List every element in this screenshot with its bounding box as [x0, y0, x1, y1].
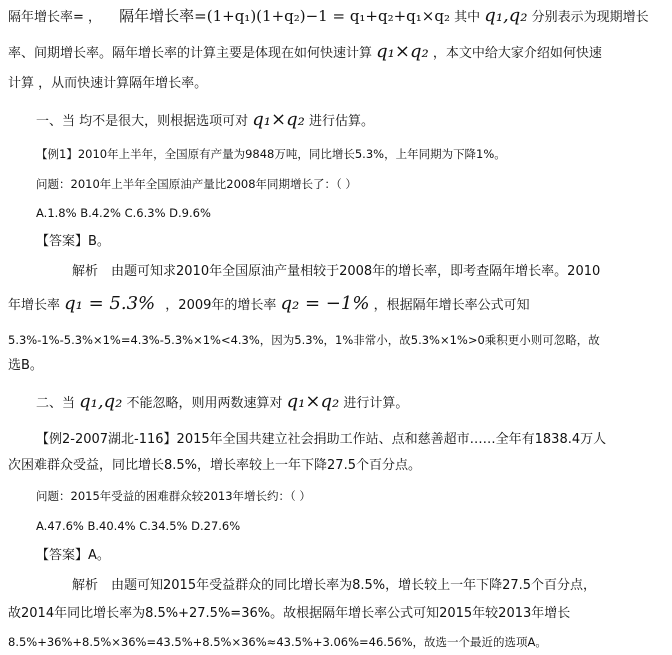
- section1-analysis-4: 选B。: [8, 358, 43, 373]
- section1-analysis-2: [8, 293, 530, 314]
- section2-options: A.47.6% B.40.4% C.34.5% D.27.6%: [36, 519, 241, 533]
- section1-analysis-1: 解析 由题可知求2010年全国原油产量相较于2008年的增长率，即考查隔年增长率。2010: [72, 264, 601, 279]
- section2-heading: [36, 391, 409, 412]
- section1-analysis2-f2: q₂ = −1%: [280, 293, 370, 314]
- section2-example-1: 【例2-2007湖北-116】2015年全国共建立社会捐助工作站、点和慈善超市……全年有1838.4万人: [36, 432, 607, 447]
- section1-analysis2c: ，根据隔年增长率公式可知: [373, 298, 530, 313]
- intro-mid: 其中: [454, 10, 481, 25]
- section1-analysis2-f1: q₁ = 5.3%: [64, 293, 156, 314]
- section2-analysis-3: 8.5%+36%+8.5%×36%=43.5%+8.5%×36%≈43.5%+3.06%=46.56%，故选一个最近的选项A。: [8, 635, 547, 649]
- section1-analysis2b: ，2009年的增长率: [165, 298, 277, 313]
- section1-heading-a: 一、当 均不是很大，则根据选项可对: [36, 114, 249, 129]
- section2-analysis-1: 解析 由题可知2015年受益群众的同比增长率为8.5%，增长较上一年下降27.5个百分点，: [72, 578, 597, 593]
- section2-heading-c: 进行计算。: [343, 396, 409, 411]
- section1-options: A.1.8% B.4.2% C.6.3% D.9.6%: [36, 206, 211, 220]
- section1-example: 【例1】2010年上半年，全国原有产量为9848万吨，同比增长5.3%，上年同期为下降1%。: [36, 147, 506, 161]
- intro-line2a: 率、间期增长率。隔年增长率的计算主要是体现在如何快速计算: [8, 46, 373, 61]
- intro-tail: 分别表示为现期增长: [531, 10, 649, 25]
- intro-line2b: ，本文中给大家介绍如何快速: [432, 46, 602, 61]
- intro-formula: 隔年增长率=(1+q₁)(1+q₂)−1 = q₁+q₂+q₁×q₂: [119, 7, 450, 25]
- section1-answer: 【答案】B。: [36, 234, 110, 249]
- intro-line-2: [8, 41, 602, 62]
- intro-line2-formula: q₁×q₂: [376, 41, 429, 62]
- section2-analysis-2: 故2014年同比增长率为8.5%+27.5%=36%。故根据隔年增长率公式可知2015年较2013年增长: [8, 606, 571, 621]
- section2-question: 问题：2015年受益的困难群众较2013年增长约：（ ）: [36, 489, 311, 503]
- section2-example-2: 次困难群众受益，同比增长8.5%，增长率较上一年下降27.5个百分点。: [8, 458, 421, 473]
- section1-heading: [36, 109, 374, 130]
- section1-analysis-3: 5.3%-1%-5.3%×1%=4.3%-5.3%×1%<4.3%，因为5.3%，1%非常小，故5.3%×1%>0乘积更小则可忽略，故: [8, 333, 600, 347]
- section1-question: 问题：2010年上半年全国原油产量比2008年同期增长了：（ ）: [36, 177, 357, 191]
- section1-analysis2a: 年增长率: [8, 298, 61, 313]
- section2-heading-formula: q₁×q₂: [286, 391, 340, 412]
- section2-heading-b: 不能忽略，则用两数速算对: [126, 396, 283, 411]
- section2-heading-a: 二、当: [36, 396, 76, 411]
- intro-line-1: [8, 5, 649, 26]
- section2-heading-vars: q₁,q₂: [79, 391, 123, 412]
- section1-heading-formula: q₁×q₂: [252, 109, 305, 130]
- intro-lead: 隔年增长率= ，: [8, 10, 102, 25]
- intro-line-3: 计算 ，从而快速计算隔年增长率。: [8, 76, 208, 91]
- section1-heading-b: 进行估算。: [308, 114, 374, 129]
- intro-vars: q₁,q₂: [484, 5, 528, 26]
- section2-answer: 【答案】A。: [36, 548, 110, 563]
